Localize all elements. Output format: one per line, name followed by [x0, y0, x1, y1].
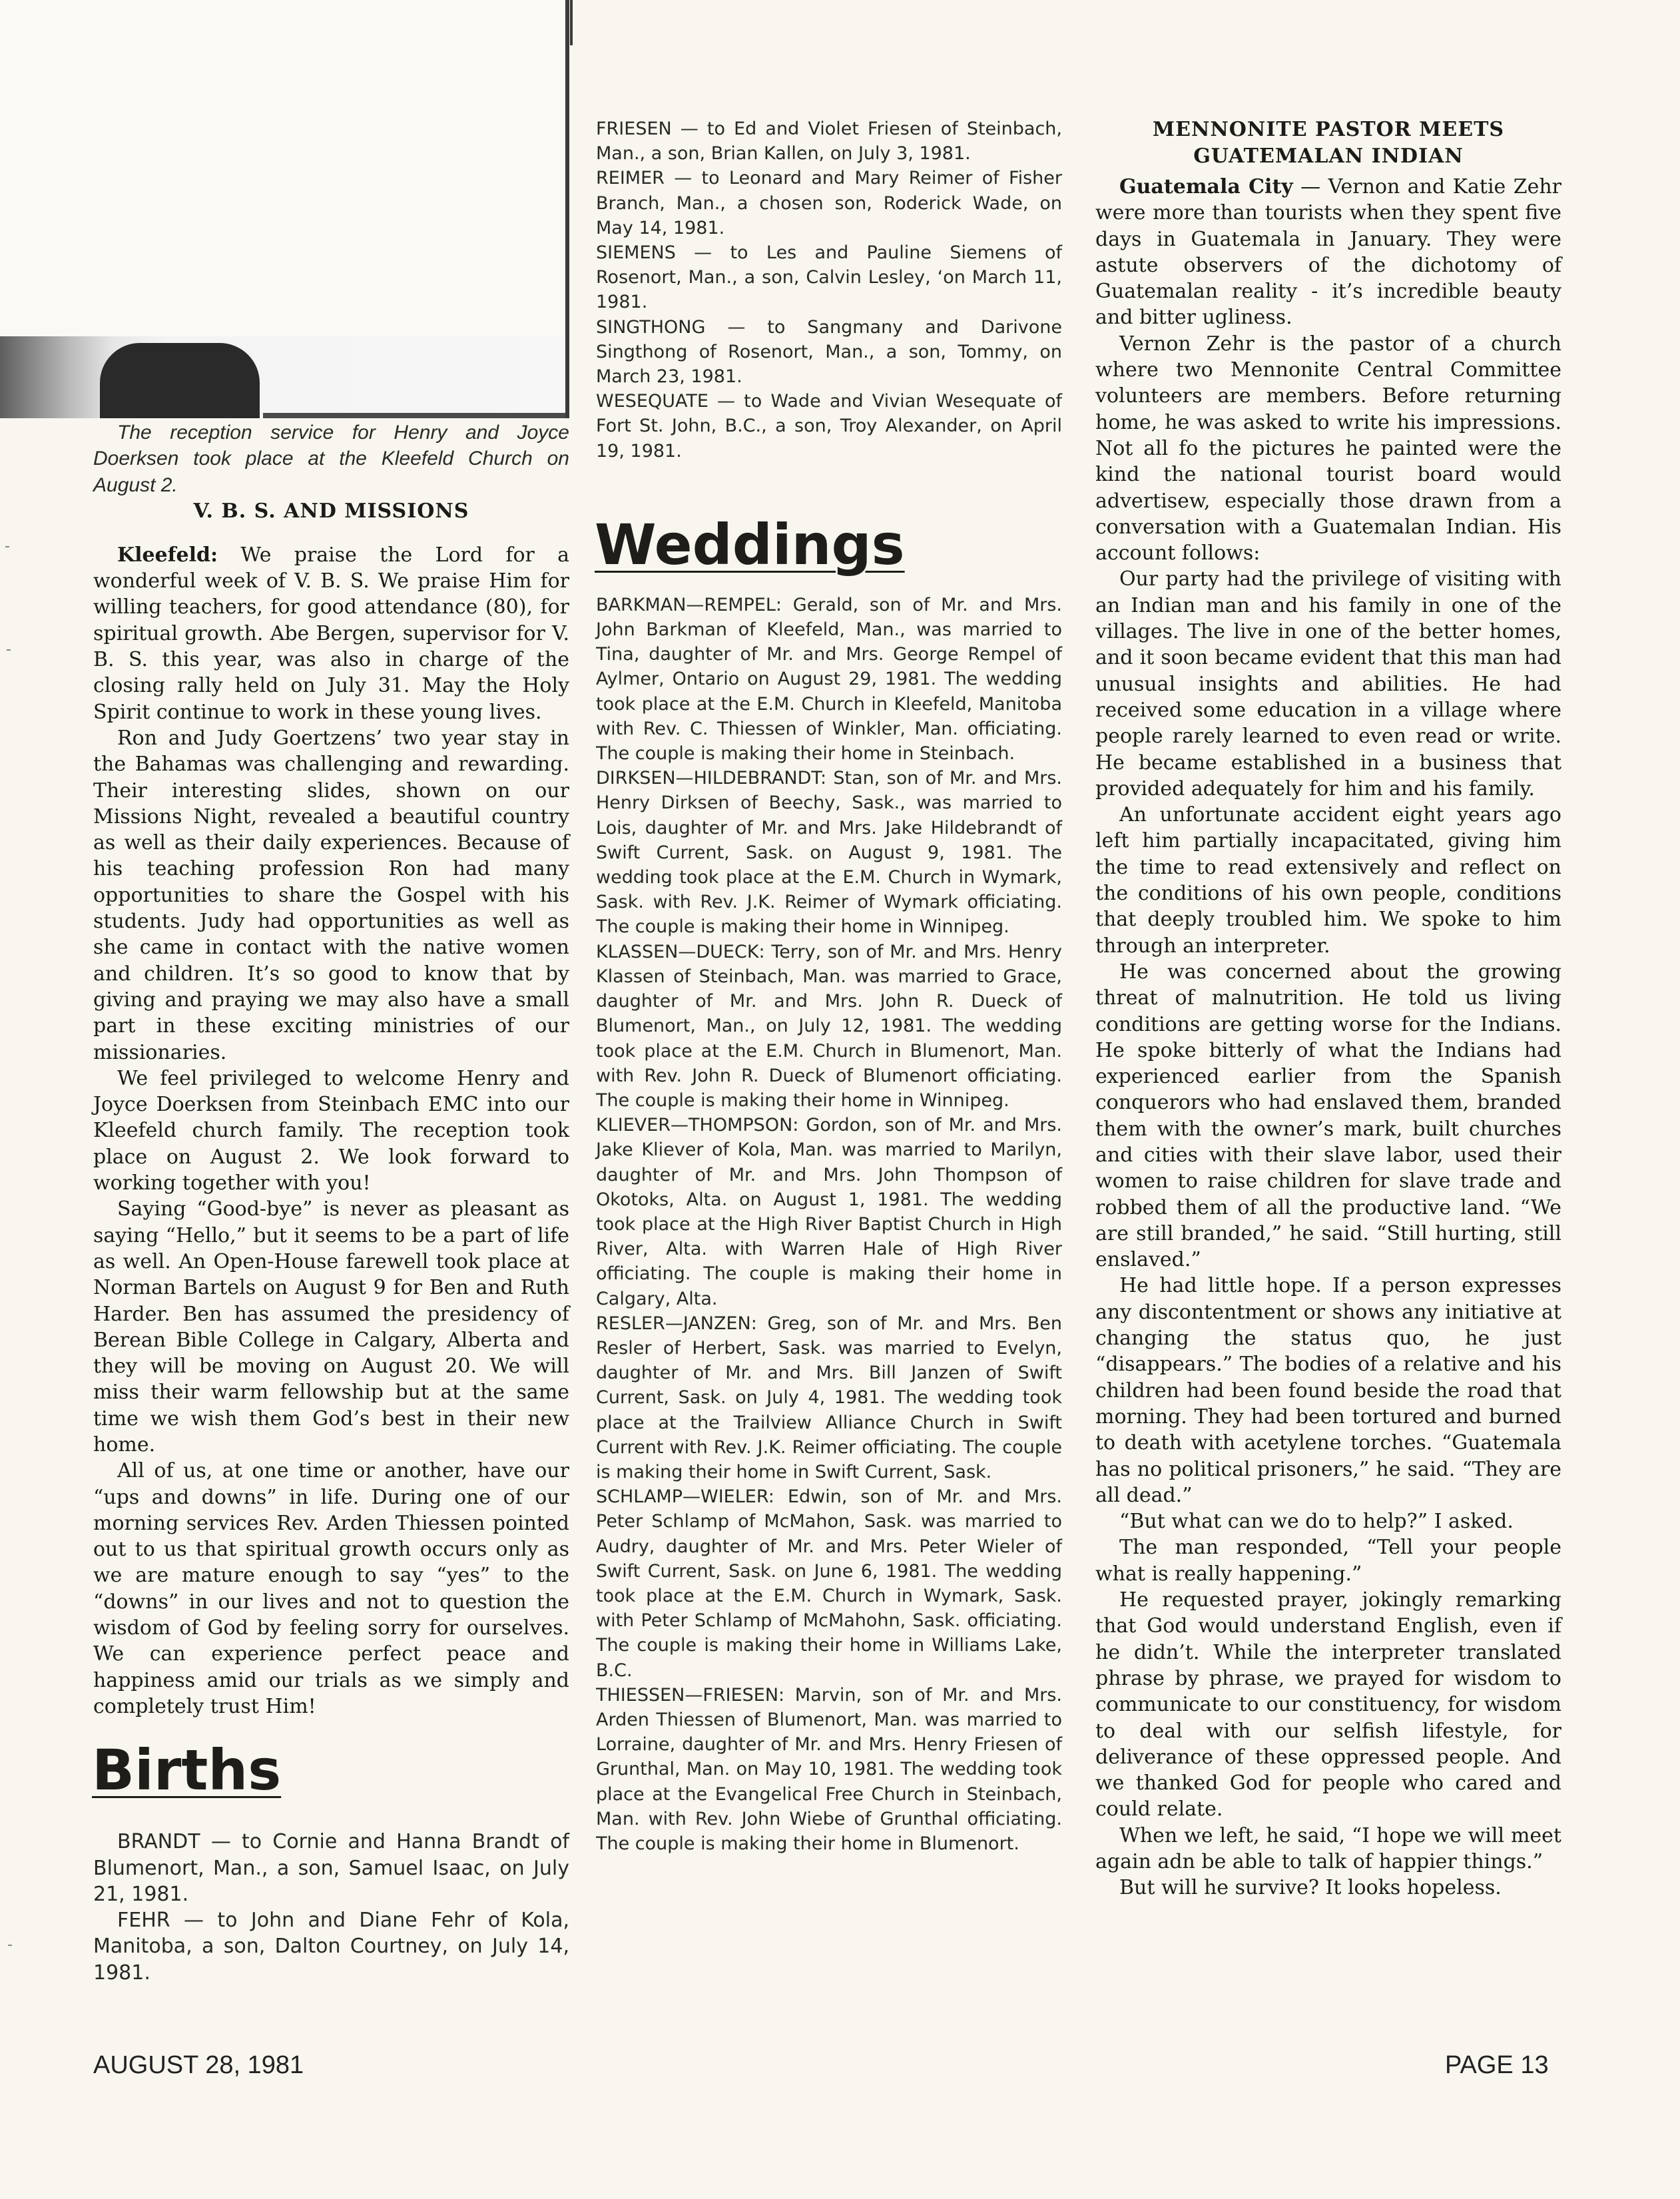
column-right	[1095, 117, 1561, 1901]
birth-entry: SINGTHONG — to Sangmany and Darivone Singthong of Rosenort, Man., a son, Tommy, on March 23, 1981.	[596, 316, 1062, 388]
article-heading: MENNONITE PASTOR MEETS GUATEMALAN INDIAN	[1152, 118, 1505, 168]
issue-date: AUGUST 28, 1981	[93, 2051, 304, 2079]
photo-figure-shadow	[100, 343, 260, 418]
photo-caption: The reception service for Henry and Joyce Doerksen took place at the Kleefeld Church on August 2.	[93, 422, 569, 496]
birth-entry: SIEMENS — to Les and Pauline Siemens of Rosenort, Man., a son, Calvin Lesley, ‘on March 11, 1981.	[596, 242, 1062, 313]
vbs-paragraph: Saying “Good-bye” is never as pleasant as saying “Hello,” but it seems to be a part of life as well. An Open-House farewell took place at Norman Bartels on August 9 for Ben and Ruth Harder. Ben has assumed the presidency of Berean Bible College in Calgary, Alberta and they will be moving on August 20. We will miss their warm fellowship but at the same time we wish them God’s best in their new home.	[93, 1197, 569, 1456]
birth-entry: REIMER — to Leonard and Mary Reimer of Fisher Branch, Man., a chosen son, Roderick Wade, on May 14, 1981.	[596, 168, 1062, 238]
vbs-heading: V. B. S. AND MISSIONS	[193, 499, 469, 523]
article-paragraph: He had little hope. If a person expresses any discontentment or shows any initiative at changing the status quo, he just “disappears.” The bodies of a relative and his children had been found beside the road that morning. They had been tortured and burned to death with acetylene torches. “Guatemala has no political prisoners,” he said. “They are all dead.”	[1095, 1274, 1561, 1507]
birth-entry: BRANDT — to Cornie and Hanna Brandt of Blumenort, Man., a son, Samuel Isaac, on July 21, 1981.	[93, 1830, 569, 1906]
column-left	[93, 420, 569, 1986]
photo-bottom-edge	[263, 413, 565, 418]
article-paragraph: “But what can we do to help?” I asked.	[1119, 1510, 1514, 1534]
vbs-paragraph: Ron and Judy Goertzens’ two year stay in the Bahamas was challenging and rewarding. Their interesting slides, shown on our Missions Night, revealed a beautiful country as well as their daily experiences. Because of his teaching profession Ron had many opportunities to share the Gospel with his students. Judy had opportunities as well as she came in contact with the native women and children. It’s so good to know that by giving and praying we may also have a small part in these exciting ministries of our missionaries.	[93, 726, 569, 1064]
birth-entry: WESEQUATE — to Wade and Vivian Wesequate of Fort St. John, B.C., a son, Troy Alexander, on April 19, 1981.	[596, 391, 1062, 462]
article-paragraph: Guatemala City — Vernon and Katie Zehr were more than tourists when they spent five days in Guatemala in January. They were astute observers of the dichotomy of Guatemalan reality - it’s incredible beauty and bitter ugliness.	[1095, 175, 1562, 330]
scan-mark	[5, 546, 9, 547]
wedding-entry: KLASSEN—DUECK: Terry, son of Mr. and Mrs. Henry Klassen of Steinbach, Man. was married to Grace, daughter of Mr. and Mrs. John R. Dueck of Blumenort, Man., on July 12, 1981. The wedding took place at the E.M. Church in Blumenort, Man. with Rev. John R. Dueck of Blumenort officiating. The couple is making their home in Winnipeg.	[596, 941, 1062, 1111]
article-paragraph: He requested prayer, jokingly remarking that God would understand English, even if he didn’t. While the interpreter translated phrase by phrase, we prayed for wisdom to communicate to our constituency, for wisdom to deal with our selfish lifestyle, for deliverance of these oppressed people. And we thanked God for people who cared and could relate.	[1095, 1588, 1561, 1821]
scan-mark	[7, 649, 11, 651]
article-paragraph: The man responded, “Tell your people what is really happening.”	[1095, 1536, 1561, 1586]
births-title: Births	[92, 1737, 282, 1803]
column-middle	[596, 117, 1062, 1856]
wedding-entry: SCHLAMP—WIELER: Edwin, son of Mr. and Mrs. Peter Schlamp of McMahon, Sask. was married to Audry, daughter of Mr. and Mrs. Peter Wieler of Swift Current, Sask. on June 6, 1981. The wedding took place at the E.M. Church in Wymark, Sask. with Peter Schlamp of McMahohn, Sask. officiating. The couple is making their home in Williams Lake, B.C.	[596, 1486, 1062, 1681]
article-paragraph: But will he survive? It looks hopeless.	[1119, 1876, 1502, 1900]
article-paragraph: When we left, he said, “I hope we will meet again adn be able to talk of happier things.”	[1095, 1823, 1561, 1873]
vbs-paragraph: Kleefeld: We praise the Lord for a wonderful week of V. B. S. We praise Him for willing teachers, for good attendance (80), for spiritual growth. Abe Bergen, supervisor for V. B. S. this year, was also in charge of the closing rally held on July 31. May the Holy Spirit continue to work in these young lives.	[93, 543, 569, 724]
wedding-entry: THIESSEN—FRIESEN: Marvin, son of Mr. and Mrs. Arden Thiessen of Blumenort, Man. was married to Lorraine, daughter of Mr. and Mrs. Henry Friesen of Grunthal, Man. on May 10, 1981. The wedding took place at the Evangelical Free Church in Steinbach, Man. with Rev. John Wiebe of Grunthal officiating. The couple is making their home in Blumenort.	[596, 1684, 1062, 1854]
wedding-entry: KLIEVER—THOMPSON: Gordon, son of Mr. and Mrs. Jake Kliever of Kola, Man. was married to Marilyn, daughter of Mr. and Mrs. John Thompson of Okotoks, Alta. on August 1, 1981. The wedding took place at the High River Baptist Church in High River, Alta. with Warren Hale of High River officiating. The couple is making their home in Calgary, Alta.	[596, 1115, 1062, 1309]
wedding-entry: DIRKSEN—HILDEBRANDT: Stan, son of Mr. and Mrs. Henry Dirksen of Beechy, Sask., was married to Lois, daughter of Mr. and Mrs. Jake Hildebrandt of Swift Current, Sask. on August 9, 1981. The wedding took place at the E.M. Church in Wymark, Sask. with Rev. J.K. Reimer of Wymark officiating. The couple is making their home in Winnipeg.	[596, 768, 1062, 938]
reception-photo	[0, 0, 569, 418]
page-number: PAGE 13	[1445, 2051, 1549, 2079]
column-rule	[570, 0, 573, 45]
vbs-paragraph: We feel privileged to welcome Henry and Joyce Doerksen from Steinbach EMC into our Kleefeld church family. The reception took place on August 2. We look forward to working together with you!	[93, 1066, 569, 1195]
article-paragraph: He was concerned about the growing threat of malnutrition. He told us living conditions are getting worse for the Indians. He spoke bitterly of what the Indians had experienced earlier from the Spanish conquerors who had enslaved them, branded them with the owner’s mark, built churches and cities with their slave labor, used their women to raise children for slave trade and robbed them of all the productive land. “We are still branded,” he said. “Still hurting, still enslaved.”	[1095, 960, 1561, 1272]
article-paragraph: Our party had the privilege of visiting with an Indian man and his family in one of the villages. The live in one of the better homes, and it soon became evident that this man had unusual insights and abilities. He had received some education in a village where people rarely learned to even read or write. He became established in a business that provided adequately for him and his family.	[1095, 567, 1561, 800]
weddings-title: Weddings	[595, 511, 905, 577]
photo-right-edge	[565, 0, 569, 418]
vbs-article	[93, 542, 569, 1720]
wedding-entry: BARKMAN—REMPEL: Gerald, son of Mr. and Mrs. John Barkman of Kleefeld, Man., was married to Tina, daughter of Mr. and Mrs. George Rempel of Aylmer, Ontario on August 29, 1981. The wedding took place at the E.M. Church in Kleefeld, Manitoba with Rev. C. Thiessen of Winkler, Man. officiating. The couple is making their home in Steinbach.	[596, 594, 1062, 765]
scan-mark	[8, 1945, 12, 1946]
article-paragraph: Vernon Zehr is the pastor of a church where two Mennonite Central Committee volunteers are members. Before returning home, he was asked to write his impressions. Not all fo the pictures he painted were the kind the national tourist board would advertisew, especially those drawn from a conversation with a Guatemalan Indian. His account follows:	[1095, 332, 1561, 565]
birth-entry: FEHR — to John and Diane Fehr of Kola, Manitoba, a son, Dalton Courtney, on July 14, 1981.	[93, 1909, 569, 1985]
article-paragraph: An unfortunate accident eight years ago left him partially incapacitated, giving him the time to read extensively and reflect on the conditions of his own people, conditions that deeply troubled him. We spoke to him through an interpreter.	[1095, 803, 1561, 958]
birth-entry: FRIESEN — to Ed and Violet Friesen of Steinbach, Man., a son, Brian Kallen, on July 3, 1981.	[596, 119, 1062, 164]
photo-image-fragment	[0, 336, 565, 418]
guatemala-article	[1095, 174, 1561, 1901]
vbs-paragraph: All of us, at one time or another, have our “ups and downs” in life. During one of our morning services Rev. Arden Thiessen pointed out to us that spiritual growth occurs only as we are mature enough to say “yes” to the “downs” in our lives and not to question the wisdom of God by feeling sorry for ourselves. We can experience perfect peace and happiness amid our trials as we simply and completely trust Him!	[93, 1459, 569, 1718]
article-dateline: Guatemala City	[1119, 175, 1293, 198]
wedding-entry: RESLER—JANZEN: Greg, son of Mr. and Mrs. Ben Resler of Herbert, Sask. was married to Evelyn, daughter of Mr. and Mrs. Bill Janzen of Swift Current, Sask. on July 4, 1981. The wedding took place at the Trailview Alliance Church in Swift Current with Rev. J.K. Reimer officiating. The couple is making their home in Swift Current, Sask.	[596, 1313, 1062, 1482]
vbs-dateline: Kleefeld:	[117, 543, 218, 567]
